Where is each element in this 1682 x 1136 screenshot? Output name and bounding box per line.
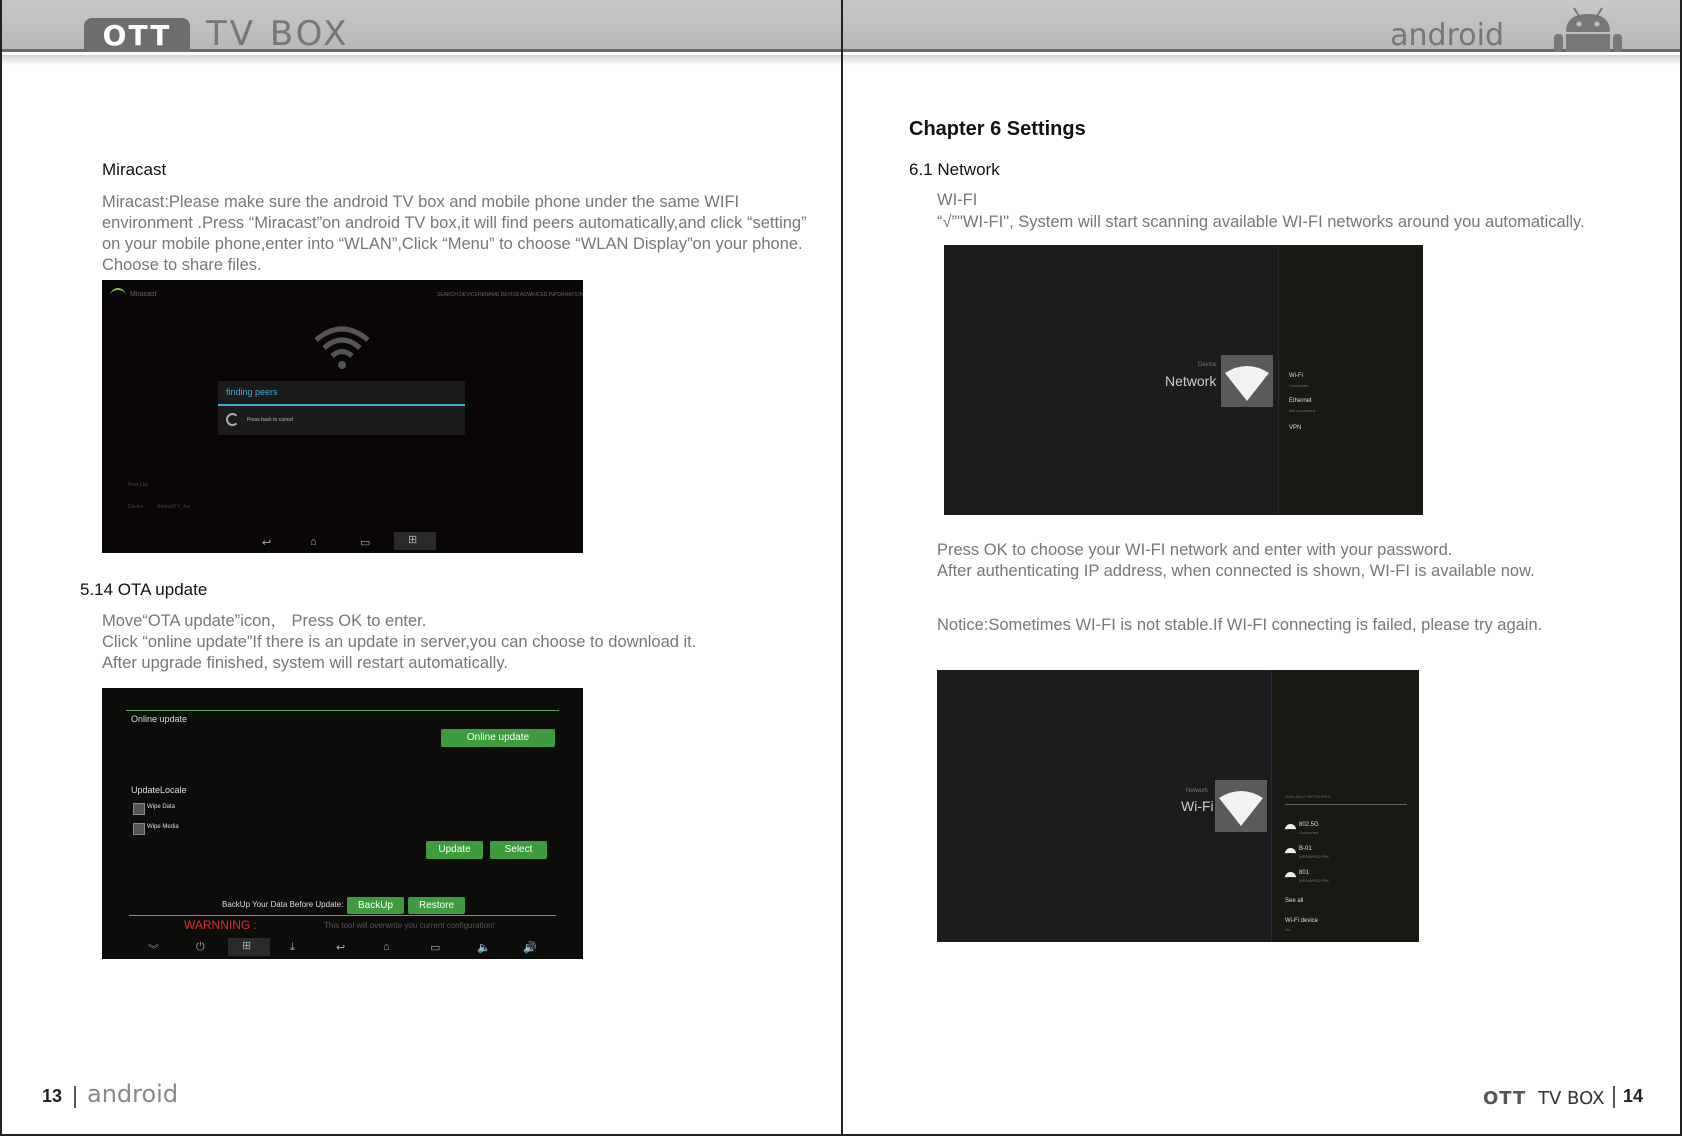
recent-apps-icon[interactable]: ▭ (360, 537, 371, 549)
network-security: WPA/WPA2 PSK (1299, 854, 1330, 859)
right-header-bar (843, 0, 1680, 52)
home-icon[interactable]: ⌂ (383, 941, 390, 953)
header-shadow (2, 55, 841, 65)
download-icon[interactable]: ⤓ (290, 941, 295, 953)
page-number-14: 14 (1623, 1086, 1644, 1106)
collapse-icon[interactable]: ︾ (148, 944, 159, 956)
screenshot-icon[interactable]: ⊞ (394, 532, 436, 550)
screenshot-icon[interactable]: ⊞ (228, 938, 270, 956)
menu-ethernet[interactable]: Ethernet (1289, 398, 1312, 404)
backup-button[interactable]: BackUp (347, 897, 404, 914)
home-icon[interactable]: ⌂ (310, 536, 317, 548)
online-update-button[interactable]: Online update (441, 729, 555, 747)
network-label: Network (1165, 373, 1217, 389)
dialog-title: finding peers (226, 387, 278, 397)
update-locale-label: UpdateLocale (131, 785, 187, 795)
ota-paragraph (102, 611, 822, 674)
after-paragraph (937, 540, 1657, 582)
menu-wifi-sub: Connected (1289, 383, 1309, 388)
wifi-small-icon (110, 288, 126, 298)
recent-apps-icon[interactable]: ▭ (430, 942, 441, 954)
wifi-label: WI-FI (937, 191, 978, 209)
device-label: Device (1198, 362, 1217, 368)
wipe-data-label: Wipe Data (147, 804, 176, 810)
header-shadow (843, 55, 1680, 65)
menu-vpn[interactable]: VPN (1289, 425, 1302, 431)
dialog-text: Press back to cancel (247, 417, 294, 423)
wifi-signal-icon (1285, 848, 1296, 856)
network-side-panel (1278, 245, 1423, 515)
miracast-heading: Miracast (102, 160, 167, 179)
warning-label: WARNNING : (184, 918, 257, 932)
miracast-screenshot (102, 280, 583, 553)
left-header-bar (2, 0, 841, 52)
menu-wifi[interactable]: Wi-Fi (1289, 373, 1303, 379)
miracast-line: environment .Press “Miracast”on android TV box,it will find peers automatically,and click “setting” (102, 214, 807, 232)
menu-rename-device[interactable]: RENAME DEVICE (478, 292, 520, 298)
ota-line: Move“OTA update”icon， Press OK to enter. (102, 612, 427, 630)
ota-heading: 5.14 OTA update (80, 580, 208, 599)
available-divider (1285, 804, 1407, 805)
ota-line: After upgrade finished, system will restart automatically. (102, 654, 508, 672)
after-line: Press OK to choose your WI-FI network and enter with your password. (937, 541, 1453, 559)
device-label: Device (128, 504, 144, 510)
after-line: After authenticating IP address, when connected is shown, WI-FI is available now. (937, 562, 1535, 580)
android-word: android (1390, 18, 1504, 53)
update-button[interactable]: Update (426, 841, 483, 859)
network-name[interactable]: B-01 (1299, 846, 1312, 852)
wifi-signal-icon (1285, 824, 1296, 832)
page-number-13: 13 (42, 1086, 63, 1106)
network-tile[interactable] (1221, 355, 1273, 407)
available-networks-header: AVAILABLE NETWORKS (1285, 794, 1331, 799)
miracast-paragraph (102, 192, 822, 276)
android-robot-icon (1552, 6, 1624, 52)
wifi-device-status: On (1285, 927, 1291, 932)
footer-separator (1613, 1086, 1615, 1108)
dialog-divider (218, 404, 465, 406)
back-icon[interactable]: ↩ (336, 942, 346, 954)
miracast-line: Miracast:Please make sure the android TV box and mobile phone under the same WIFI (102, 193, 740, 211)
wifi-device-item[interactable]: Wi-Fi device (1285, 918, 1319, 924)
wifi-signal-icon (1285, 872, 1296, 880)
miracast-line: Choose to share files. (102, 256, 262, 274)
select-button[interactable]: Select (490, 841, 547, 859)
wipe-media-label: Wipe Media (147, 824, 179, 830)
warning-text: This tool will overwrite you current configuration! (324, 921, 495, 930)
see-all-link[interactable]: See all (1285, 898, 1304, 904)
wifi-icon (312, 322, 372, 372)
wifi-screenshot (937, 670, 1419, 942)
wifi-instruction: “√”"WI-FI", System will start scanning available WI-FI networks around you automatically. (937, 213, 1585, 231)
menu-ethernet-sub: Not connected (1289, 408, 1315, 413)
restore-button[interactable]: Restore (408, 897, 465, 914)
volume-up-icon[interactable]: 🔊 (523, 942, 537, 954)
ota-screenshot (102, 688, 583, 959)
right-page (841, 0, 1682, 1136)
backup-label: BackUp Your Data Before Update: (222, 900, 344, 909)
chapter-title: Chapter 6 Settings (909, 118, 1086, 140)
footer-tv-box: TV BOX (1538, 1088, 1605, 1109)
network-label: Network (1186, 788, 1209, 794)
wipe-data-checkbox[interactable] (133, 803, 145, 815)
ott-logo: OTT (84, 18, 190, 52)
back-icon[interactable]: ↩ (262, 537, 272, 549)
device-name: AndroidTV_fan (157, 504, 191, 510)
miracast-line: on your mobile phone,enter into “WLAN”,Click “Menu” to choose “WLAN Display”on your phone. (102, 235, 803, 253)
network-heading: 6.1 Network (909, 160, 1000, 179)
footer-ott-logo: OTT (1483, 1088, 1527, 1109)
notice-text: Notice:Sometimes WI-FI is not stable.If WI-FI connecting is failed, please try again. (937, 616, 1543, 634)
peer-list-label: Peer List (128, 482, 148, 488)
finding-peers-dialog (218, 381, 465, 435)
ota-line: Click “online update”If there is an update in server,you can choose to download it. (102, 633, 697, 651)
footer-separator (74, 1086, 76, 1108)
footer-android: android (87, 1080, 179, 1108)
ota-divider-top (126, 710, 559, 711)
wifi-label: Wi-Fi (1181, 798, 1214, 814)
wifi-side-panel (1271, 670, 1419, 942)
ota-divider-bottom (129, 915, 556, 916)
wipe-media-checkbox[interactable] (133, 823, 145, 835)
tv-box-title: TV BOX (206, 14, 350, 54)
network-name[interactable]: 802.5G (1299, 822, 1319, 828)
power-icon[interactable]: ⏻ (196, 941, 205, 953)
menu-search-device[interactable]: SEARCH DEVICE (437, 292, 478, 298)
wifi-icon (1221, 355, 1273, 407)
volume-down-icon[interactable]: 🔈 (477, 942, 491, 954)
spinner-icon (226, 413, 239, 426)
wifi-tile[interactable] (1215, 780, 1267, 832)
miracast-app-title: Miracast (130, 291, 157, 298)
wifi-icon (1215, 780, 1267, 832)
network-status: Connected (1299, 830, 1319, 835)
menu-advanced-information[interactable]: ADVANCED INFORMATION (520, 292, 583, 298)
online-update-label: Online update (131, 714, 188, 724)
network-name[interactable]: 801 (1299, 870, 1310, 876)
network-security: WPA/WPA2 PSK (1299, 878, 1330, 883)
network-screenshot (944, 245, 1423, 515)
